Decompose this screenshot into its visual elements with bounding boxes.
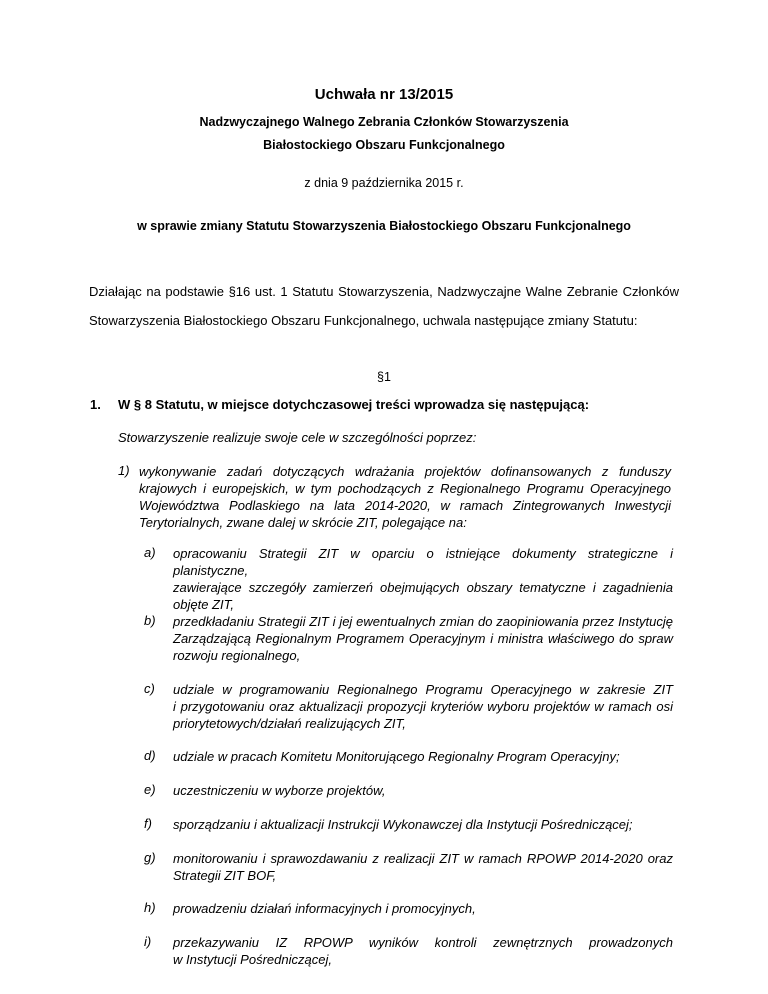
subitem-line: uczestniczeniu w wyborze projektów,	[173, 783, 386, 798]
subitem-line: udziale w pracach Komitetu Monitorującego Regionalny Program Operacyjny;	[173, 749, 620, 764]
item-text	[139, 463, 671, 531]
subitem-line: i przygotowaniu oraz aktualizacji propozycji kryteriów wyboru projektów w ramach osi	[173, 699, 673, 714]
subitem-label: h)	[144, 900, 156, 915]
subitem-label: c)	[144, 681, 155, 696]
subitem-label: g)	[144, 850, 156, 865]
issuing-body-line-1: Nadzwyczajnego Walnego Zebrania Członków Stowarzyszenia	[199, 115, 569, 129]
document-subject: w sprawie zmiany Statutu Stowarzyszenia Białostockiego Obszaru Funkcjonalnego	[137, 219, 631, 233]
subitem-line: przekazywaniu IZ RPOWP wyników kontroli zewnętrznych prowadzonych	[173, 935, 673, 950]
subitem-label: i)	[144, 934, 152, 949]
subitem-line: przedkładaniu Strategii ZIT i jej ewentualnych zmian do zaopiniowania przez Instytucję	[173, 614, 673, 629]
subitem-label: b)	[144, 613, 156, 628]
subitem-line: rozwoju regionalnego,	[173, 648, 301, 663]
subitem-text	[173, 545, 673, 613]
subitem-text	[173, 681, 673, 732]
item-line: Terytorialnych, zwane dalej w skrócie ZIT, polegające na:	[139, 515, 467, 530]
point-text: W § 8 Statutu, w miejsce dotychczasowej treści wprowadza się następującą:	[118, 397, 590, 412]
subitem-line: prowadzeniu działań informacyjnych i promocyjnych,	[173, 901, 476, 916]
issuing-body-line-2: Białostockiego Obszaru Funkcjonalnego	[263, 138, 505, 152]
subitem-label: d)	[144, 748, 156, 763]
lead-sentence: Stowarzyszenie realizuje swoje cele w szczególności poprzez:	[118, 430, 477, 445]
subitem-label: a)	[144, 545, 156, 560]
subitem-line: sporządzaniu i aktualizacji Instrukcji Wykonawczej dla Instytucji Pośredniczącej;	[173, 817, 633, 832]
document-title: Uchwała nr 13/2015	[314, 86, 454, 103]
subitem-line: monitorowaniu i sprawozdawaniu z realizacji ZIT w ramach RPOWP 2014-2020 oraz	[173, 851, 673, 866]
intro-line-2: Stowarzyszenia Białostockiego Obszaru Funkcjonalnego, uchwala następujące zmiany Statutu:	[89, 313, 638, 328]
subitem-label: e)	[144, 782, 156, 797]
item-line: wykonywanie zadań dotyczących wdrażania projektów dofinansowanych z funduszy	[139, 464, 671, 479]
intro-line-1: Działając na podstawie §16 ust. 1 Statutu Stowarzyszenia, Nadzwyczajne Walne Zebranie Członków	[89, 284, 679, 299]
subitem-line: objęte ZIT,	[173, 597, 234, 612]
subitem-line: Zarządzającą Regionalnym Programem Operacyjnym i ministra właściwego do spraw	[173, 631, 673, 646]
subitem-text	[173, 613, 673, 664]
subitem-line: priorytetowych/działań realizujących ZIT,	[173, 716, 406, 731]
item-line: Województwa Podlaskiego na lata 2014-2020, w ramach Zintegrowanych Inwestycji	[139, 498, 671, 513]
section-mark: §1	[377, 370, 391, 384]
subitem-line: Strategii ZIT BOF,	[173, 868, 277, 883]
point-number: 1.	[90, 397, 101, 412]
subitem-line: udziale w programowaniu Regionalnego Programu Operacyjnego w zakresie ZIT	[173, 682, 673, 697]
subitem-line: w Instytucji Pośredniczącej,	[173, 952, 332, 967]
subitem-line: zawierające szczegóły zamierzeń obejmujących obszary tematyczne i zagadnienia	[173, 580, 673, 595]
subitem-label: f)	[144, 816, 152, 831]
item-line: krajowych i europejskich, w tym pochodzących z Regionalnego Programu Operacyjnego	[139, 481, 671, 496]
subitem-text	[173, 934, 673, 968]
subitem-text	[173, 850, 673, 884]
subitem-line: opracowaniu Strategii ZIT w oparciu o istniejące dokumenty strategiczne i planistyczne,	[173, 546, 673, 578]
item-number: 1)	[118, 463, 130, 478]
document-date: z dnia 9 października 2015 r.	[304, 176, 464, 190]
